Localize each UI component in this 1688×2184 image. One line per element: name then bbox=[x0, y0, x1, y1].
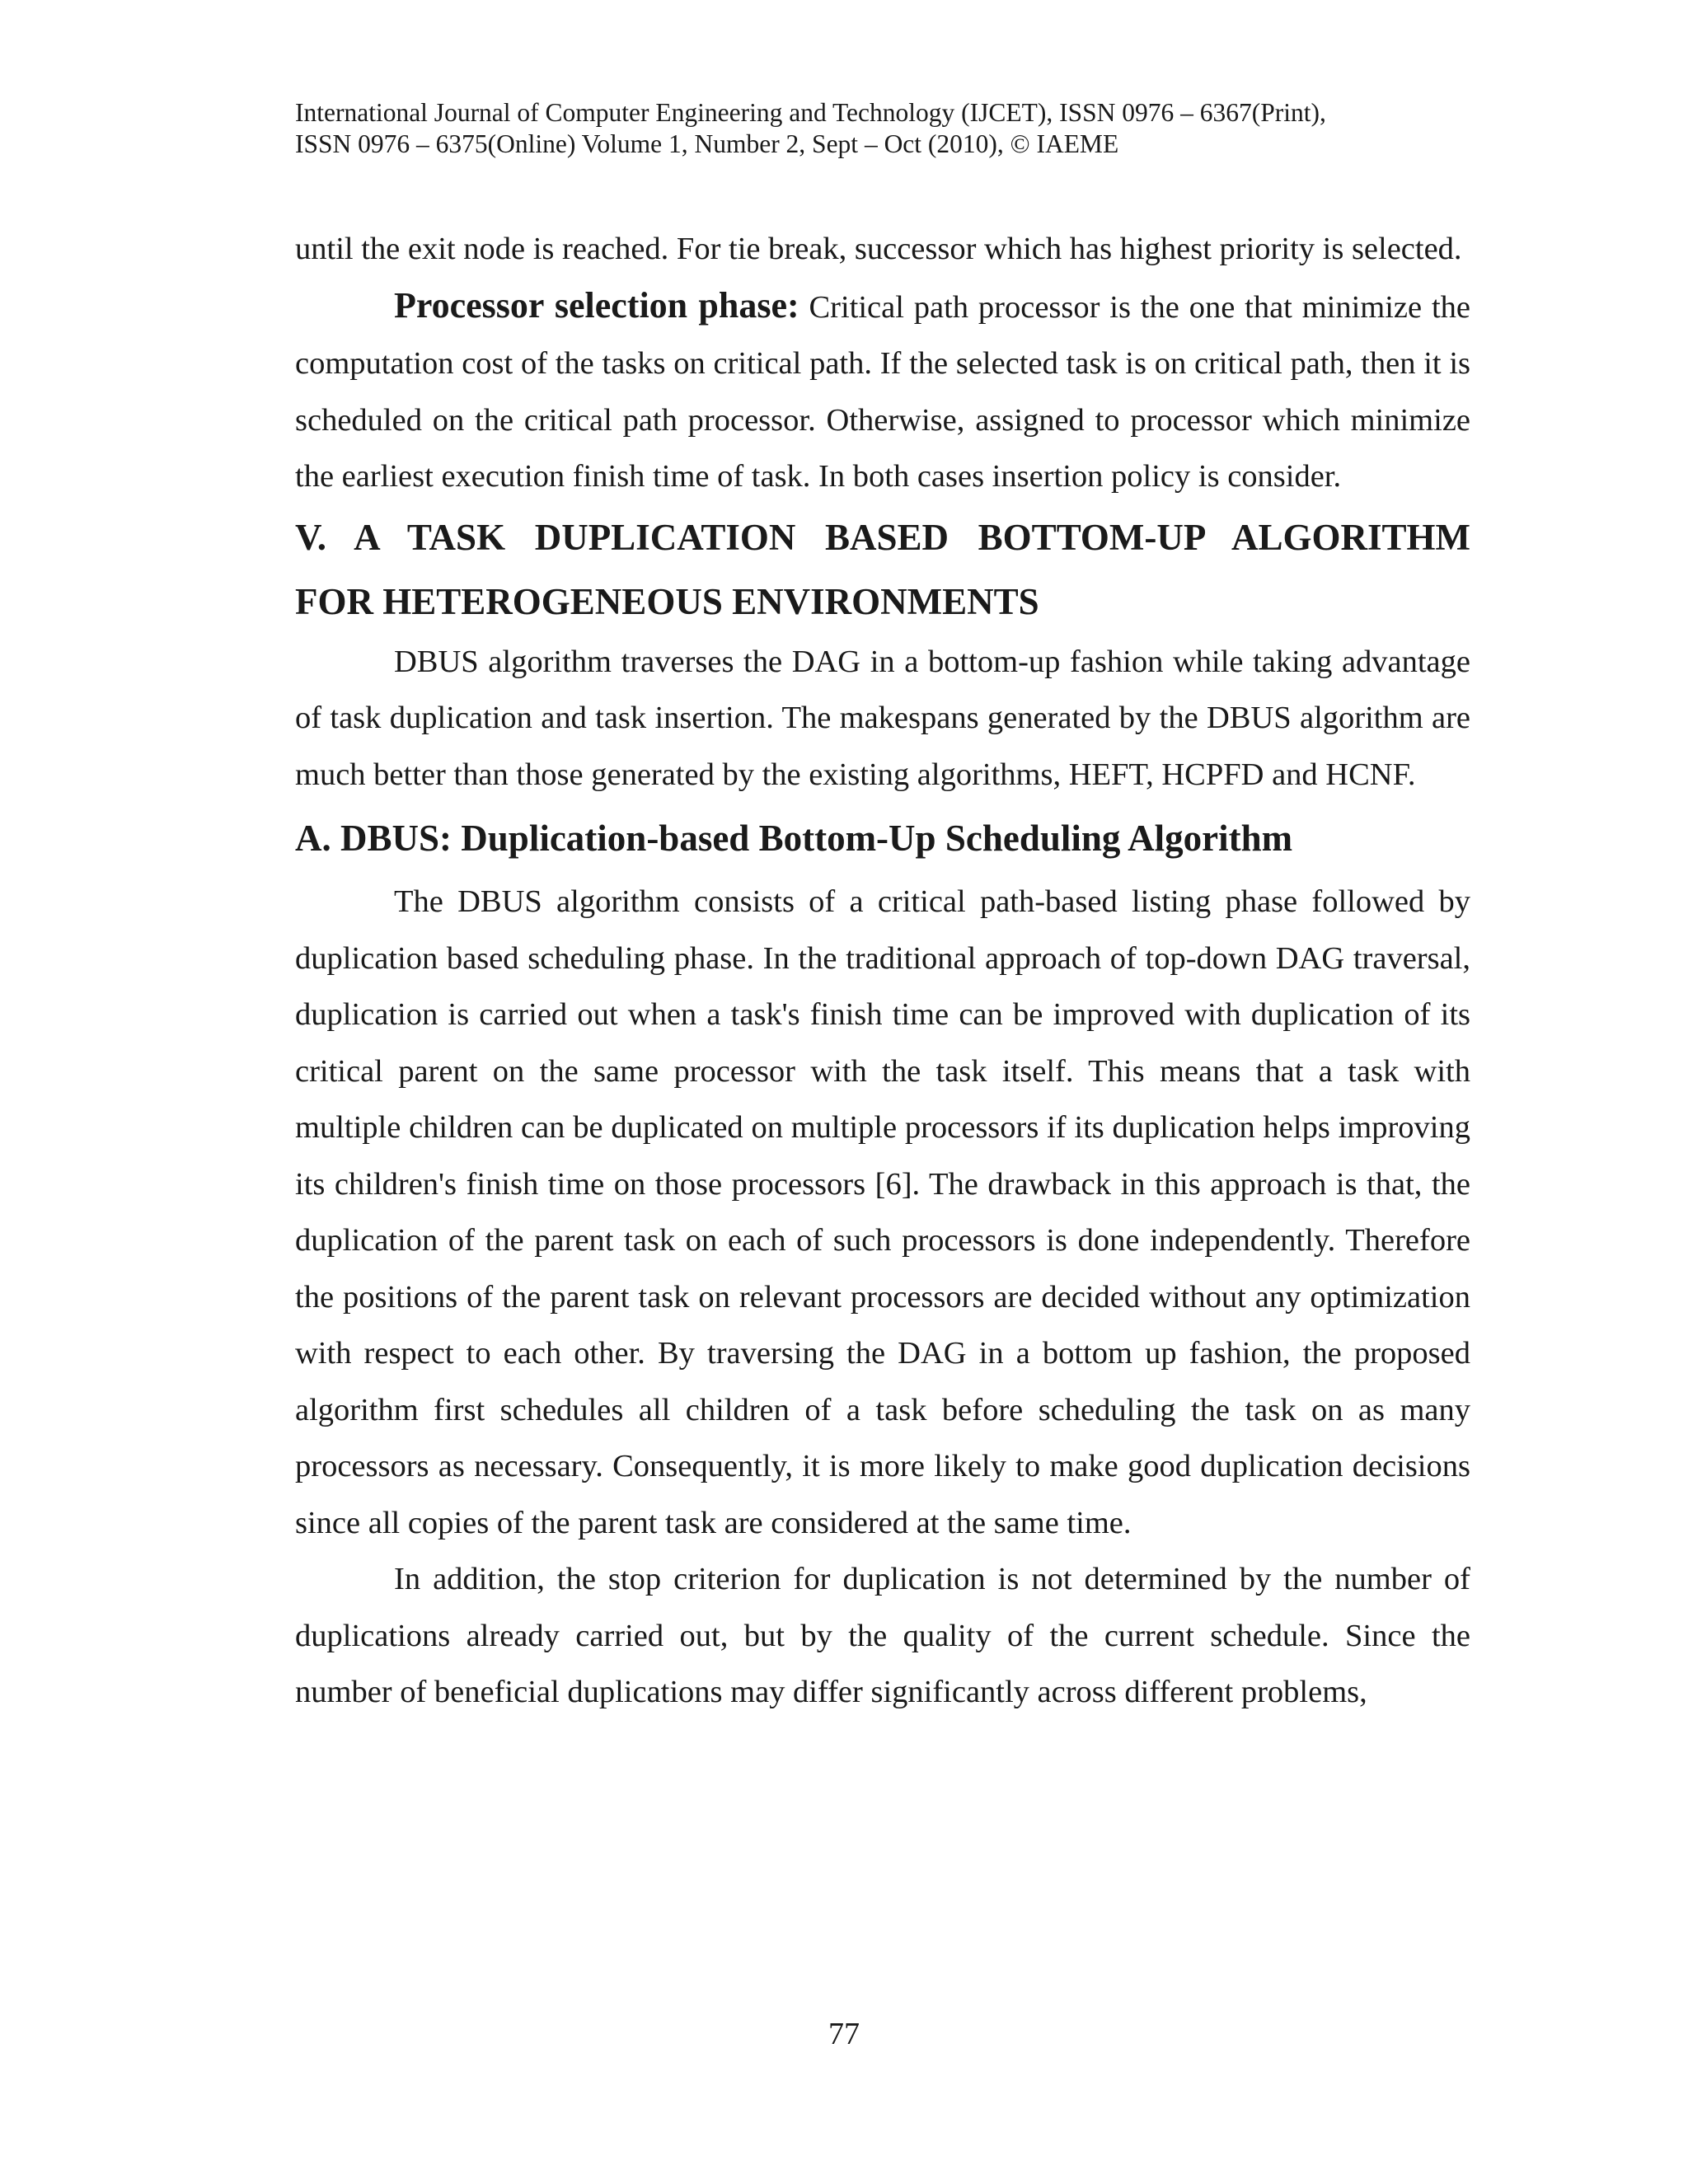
paragraph-dbus-detail: The DBUS algorithm consists of a critical path-based listing phase followed by duplication based scheduling phase. In the traditional approach of top-down DAG traversal, duplication is carried out when a task's finish time can be improved with duplication of its critical parent on the same processor with the task itself. This means that a task with multiple children can be duplicated on multiple processors if its duplication helps improving its children's finish time on those processors [6]. The drawback in this approach is that, the duplication of the parent task on each of such processors is done independently. Therefore the positions of the parent task on relevant processors are decided without any optimization with respect to each other. By traversing the DAG in a bottom up fashion, the proposed algorithm first schedules all children of a task before scheduling the task on as many processors as necessary. Consequently, it is more likely to make good duplication decisions since all copies of the parent task are considered at the same time. bbox=[295, 884, 1470, 1540]
paragraph-addition: In addition, the stop criterion for duplication is not determined by the number of duplications already carried out, but by the quality of the current schedule. Since the number of beneficial duplications may differ significantly across different problems, bbox=[295, 1562, 1470, 1709]
page-number: 77 bbox=[828, 2017, 860, 2051]
paragraph-continuation: until the exit node is reached. For tie break, successor which has highest priority is selected. bbox=[295, 232, 1462, 266]
subsection-heading-a: A. DBUS: Duplication-based Bottom-Up Scheduling Algorithm bbox=[295, 818, 1293, 859]
page-body bbox=[295, 221, 1470, 1721]
section-heading-v bbox=[295, 505, 1470, 634]
processor-selection-text: Critical path processor is the one that minimize the computation cost of the tasks on critical path. If the selected task is on critical path, then it is scheduled on the critical path processor. Otherwise, assigned to processor which minimize the earliest execution finish time of task. In both cases insertion policy is consider. bbox=[295, 289, 1470, 494]
section-heading-line-1: V. A TASK DUPLICATION BASED BOTTOM-UP ALGORITHM bbox=[295, 516, 1470, 558]
paragraph-dbus-intro: DBUS algorithm traverses the DAG in a bottom-up fashion while taking advantage of task duplication and task insertion. The makespans generated by the DBUS algorithm are much better than those generated by the existing algorithms, HEFT, HCPFD and HCNF. bbox=[295, 644, 1470, 792]
running-header bbox=[295, 97, 1465, 160]
paragraph-processor-selection bbox=[295, 278, 1470, 505]
processor-selection-heading: Processor selection phase: bbox=[394, 284, 799, 326]
header-line-2: ISSN 0976 – 6375(Online) Volume 1, Number 2, Sept – Oct (2010), © IAEME bbox=[295, 129, 1119, 158]
header-line-1: International Journal of Computer Engineering and Technology (IJCET), ISSN 0976 – 6367(Print), bbox=[295, 98, 1326, 127]
section-heading-line-2: FOR HETEROGENEOUS ENVIRONMENTS bbox=[295, 580, 1039, 622]
